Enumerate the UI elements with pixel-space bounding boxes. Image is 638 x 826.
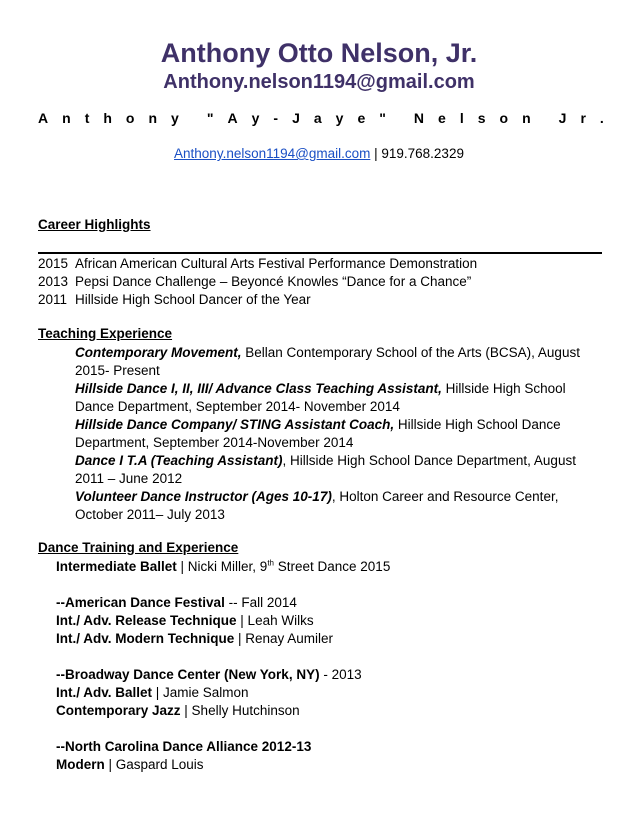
spaced-letter: n (62, 110, 71, 126)
list-item (75, 488, 605, 524)
training-detail: | Nicki Miller, 9 (176, 559, 268, 574)
training-label: Contemporary Jazz (56, 703, 181, 718)
spaced-letter: N (413, 110, 425, 126)
list-item (56, 738, 596, 756)
training-detail: Street Dance 2015 (274, 559, 391, 574)
list-item (56, 612, 596, 630)
teaching-detail: Bellan Contemporary School of the Arts (BCSA), August 2015- Present (75, 345, 580, 378)
career-text: Pepsi Dance Challenge – Beyoncé Knowles “Dance for a Chance” (75, 274, 472, 289)
training-detail: | Jamie Salmon (152, 685, 249, 700)
training-detail: | Leah Wilks (236, 613, 314, 628)
teaching-heading: Teaching Experience (38, 326, 173, 341)
spaced-letter: t (84, 110, 90, 126)
spaced-letter: " (206, 110, 214, 126)
career-text: African American Cultural Arts Festival Performance Demonstration (75, 256, 478, 271)
resume-email-title: Anthony.nelson1194@gmail.com (163, 71, 475, 93)
list-item (38, 273, 598, 291)
spaced-letter: A (227, 110, 238, 126)
career-heading: Career Highlights (38, 217, 151, 232)
spaced-letter: y (251, 110, 260, 126)
training-label: Int./ Adv. Release Technique (56, 613, 237, 628)
teaching-detail: Hillside High School Dance Department, September 2014- November 2014 (75, 381, 566, 414)
training-detail: - 2013 (319, 667, 362, 682)
contact-line (0, 146, 638, 161)
spaced-letter: e (357, 110, 366, 126)
teaching-detail: , Hillside High School Dance Department, August 2011 – June 2012 (75, 453, 576, 486)
teaching-role: Volunteer Dance Instructor (Ages 10-17) (75, 489, 332, 504)
list-item (38, 291, 598, 309)
list-item (56, 630, 596, 648)
training-detail: | Gaspard Louis (104, 757, 204, 772)
spaced-letter: r (580, 110, 586, 126)
spaced-letter: y (171, 110, 179, 126)
spaced-letter: n (148, 110, 158, 126)
list-item (75, 344, 605, 380)
contact-separator: | (370, 146, 382, 161)
spaced-letter: " (379, 110, 386, 126)
teaching-role: Dance I T.A (Teaching Assistant) (75, 453, 283, 468)
training-detail: -- Fall 2014 (224, 595, 297, 610)
career-text: Hillside High School Dancer of the Year (75, 292, 311, 307)
training-label: Intermediate Ballet (56, 559, 177, 574)
list-item (56, 684, 596, 702)
spaced-letter: - (273, 110, 279, 126)
training-label: --Broadway Dance Center (New York, NY) (56, 667, 320, 682)
training-label: Int./ Adv. Modern Technique (56, 631, 235, 646)
training-label: Int./ Adv. Ballet (56, 685, 153, 700)
training-label: --American Dance Festival (56, 595, 225, 610)
resume-name: Anthony Otto Nelson, Jr. (160, 38, 478, 68)
list-item (75, 452, 605, 488)
ordinal-suffix: th (267, 558, 274, 568)
spaced-letter: J (292, 110, 300, 126)
career-year: 2013 (38, 274, 69, 289)
training-label: Modern (56, 757, 105, 772)
list-item (56, 594, 596, 612)
training-heading: Dance Training and Experience (38, 540, 239, 555)
list-item (56, 666, 596, 684)
teaching-role: Contemporary Movement, (75, 345, 242, 360)
spaced-letter: J (558, 110, 567, 126)
phone-number: 919.768.2329 (381, 146, 464, 161)
training-label: --North Carolina Dance Alliance 2012-13 (56, 739, 312, 754)
spaced-letter: a (313, 110, 322, 126)
list-item (56, 702, 596, 720)
spaced-letter: h (103, 110, 112, 126)
spaced-letter: o (499, 110, 509, 126)
spaced-letter: A (38, 110, 49, 126)
teaching-detail: , Holton Career and Resource Center, October 2011– July 2013 (75, 489, 559, 522)
training-detail: | Renay Aumiler (234, 631, 334, 646)
training-detail: | Shelly Hutchinson (180, 703, 300, 718)
teaching-list (75, 344, 605, 524)
list-item (75, 416, 605, 452)
spaced-letter: . (599, 110, 604, 126)
career-year: 2015 (38, 256, 69, 271)
spaced-letter: s (477, 110, 486, 126)
list-item (56, 558, 596, 576)
spaced-letter: l (459, 110, 464, 126)
list-item (56, 756, 596, 774)
spaced-letter: y (335, 110, 344, 126)
list-item (38, 255, 598, 273)
section-divider (38, 252, 602, 254)
teaching-detail: Hillside High School Dance Department, September 2014-November 2014 (75, 417, 561, 450)
teaching-role: Hillside Dance Company/ STING Assistant Coach, (75, 417, 395, 432)
spaced-letter: n (522, 110, 531, 126)
spaced-name-line (38, 110, 604, 126)
spaced-letter: e (438, 110, 446, 126)
teaching-role: Hillside Dance I, II, III/ Advance Class Teaching Assistant, (75, 381, 442, 396)
career-list (38, 255, 598, 309)
list-item (75, 380, 605, 416)
email-link[interactable]: Anthony.nelson1194@gmail.com (174, 146, 371, 161)
spaced-letter: o (125, 110, 135, 126)
training-list (56, 558, 596, 774)
career-year: 2011 (38, 292, 68, 307)
